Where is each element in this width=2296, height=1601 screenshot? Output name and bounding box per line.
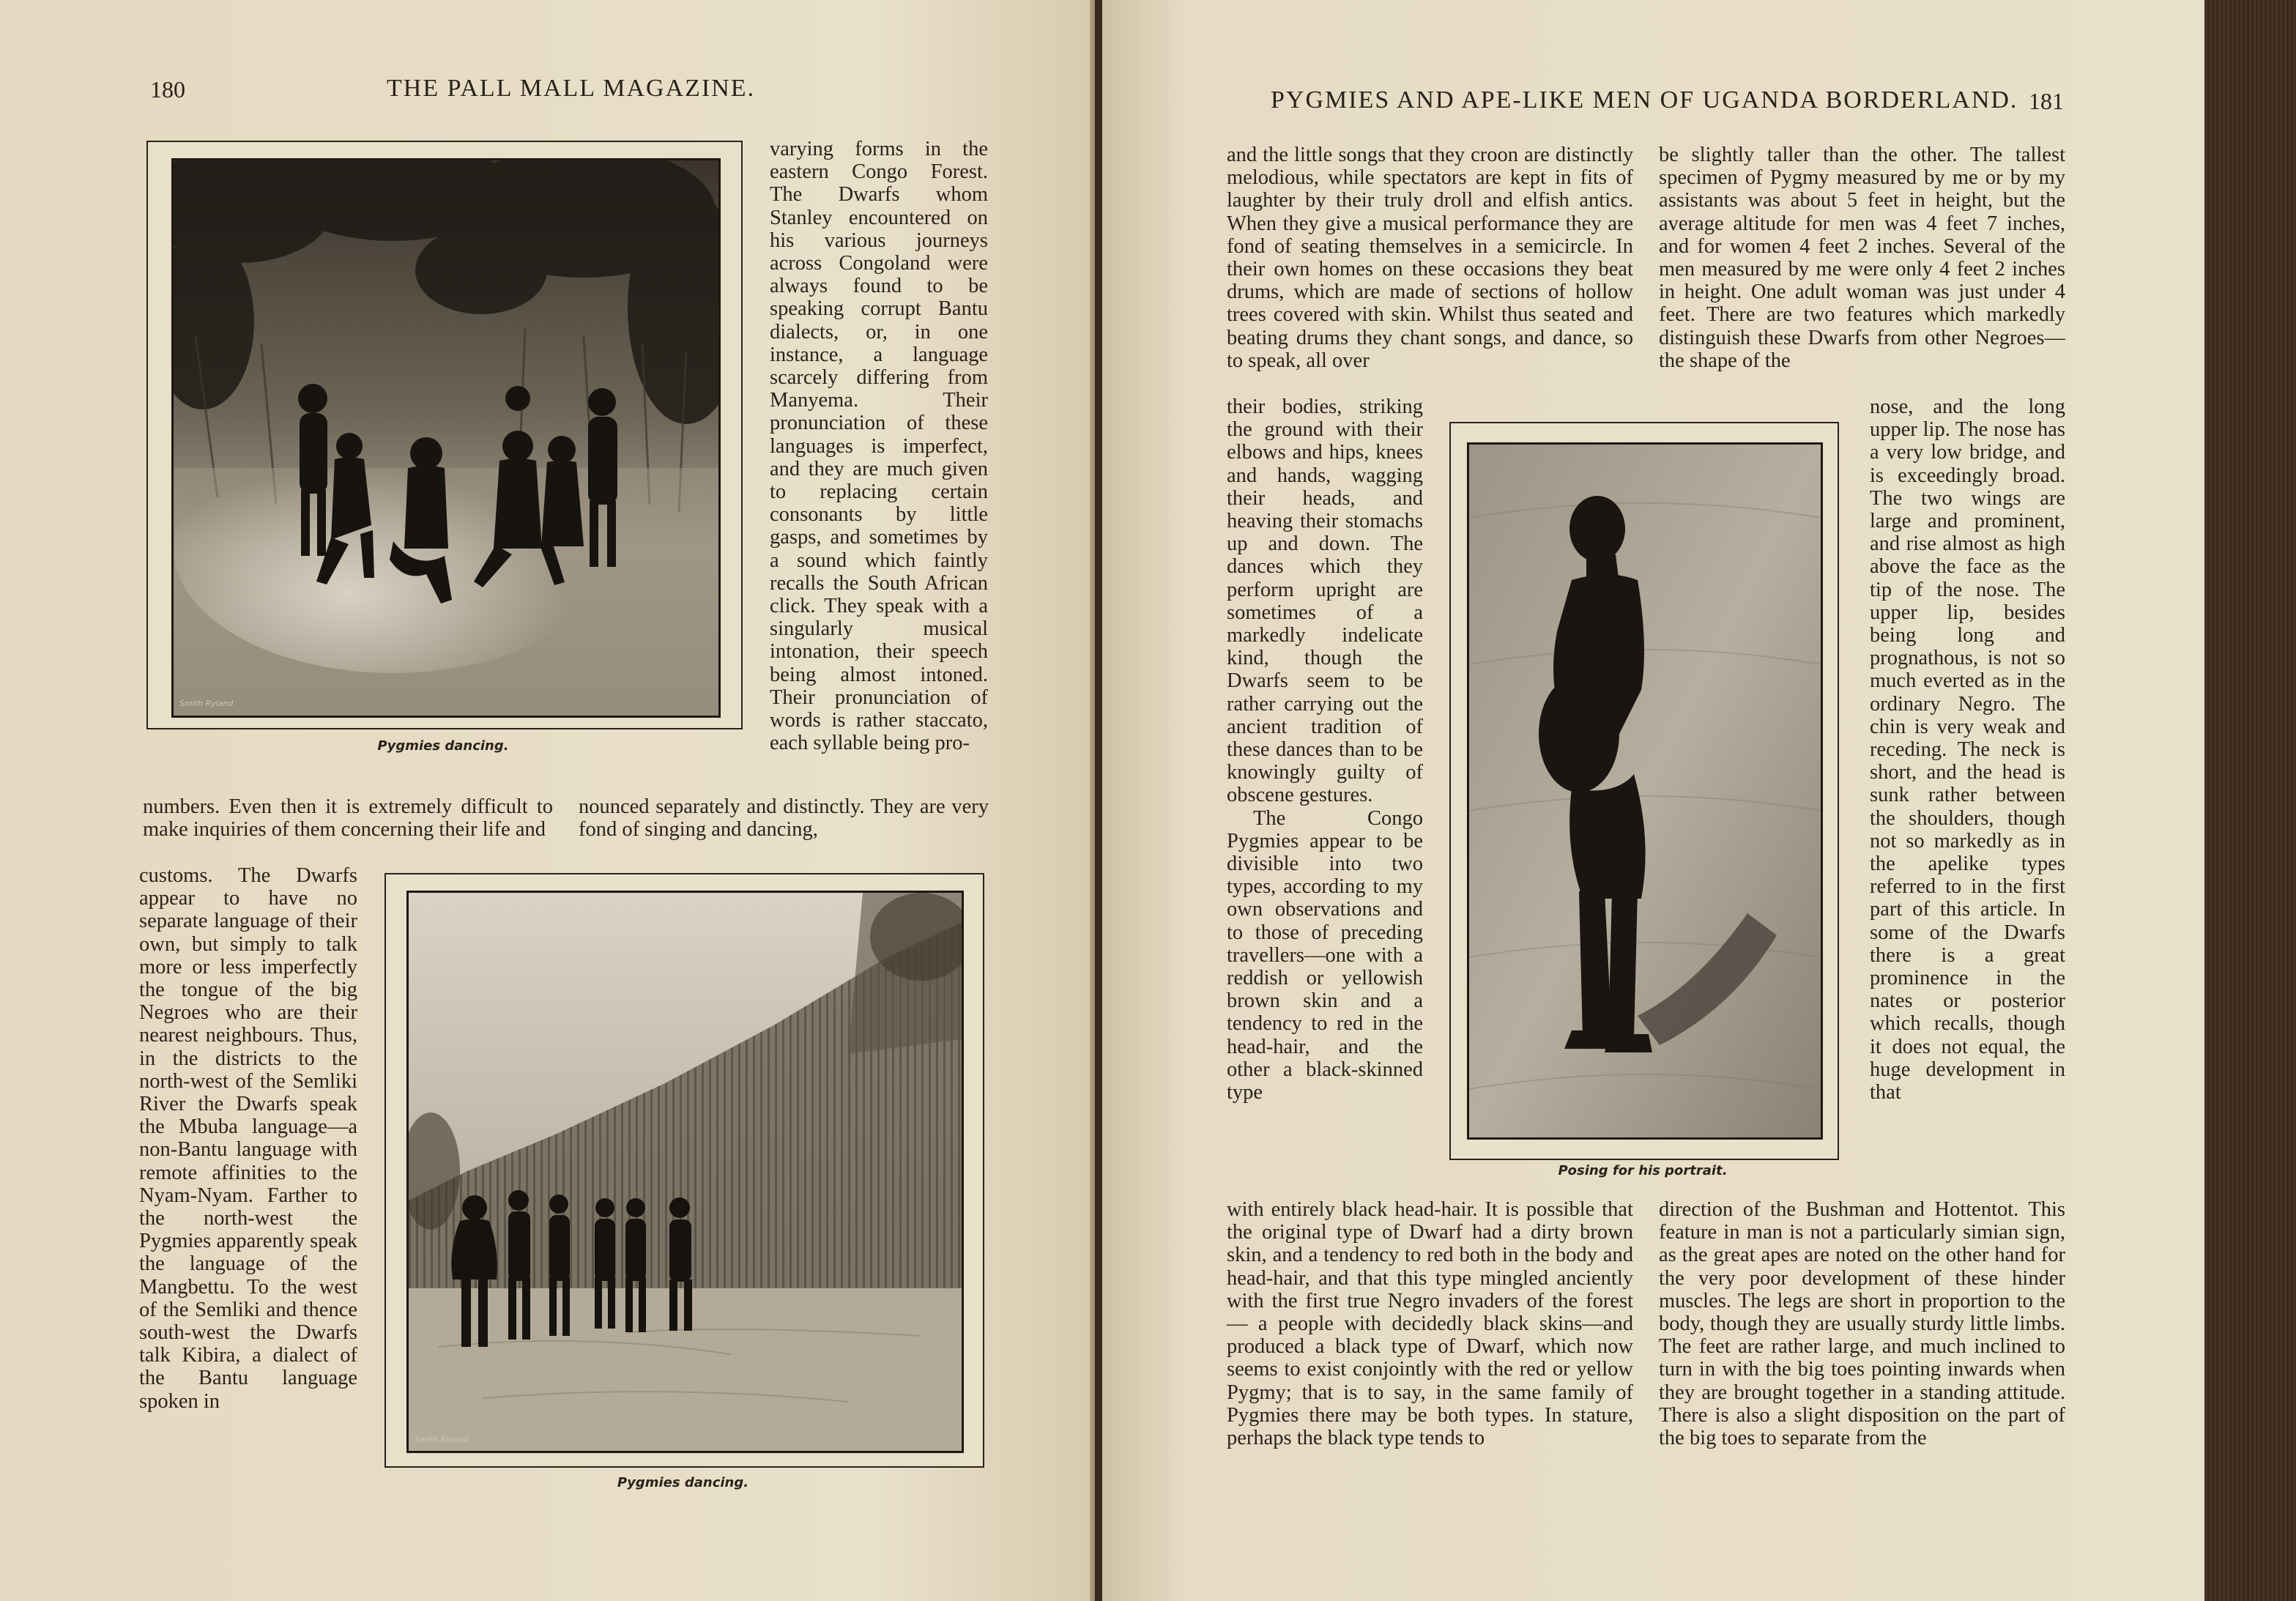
text-column-top-right — [770, 138, 988, 754]
paragraph: numbers. Even then it is extremely difficult to make inquiries of them concerning their life and — [143, 795, 553, 842]
paragraph: nose, and the long upper lip. The nose has a very low bridge, and is exceedingly broad. The two wings are large and prominent, and rise almost as high above the face as the tip of the nose. The upper lip, besides being long and prognathous, is not so much everted as in the ordinary Negro. The chin is very weak and receding. The neck is short, and the head is sunk rather between the shoulders, though not so markedly as in the apelike types referred to in the first part of this article. In some of the Dwarfs there is a great prominence in the nates or posterior which recalls, though it does not equal, the huge development in that — [1870, 395, 2065, 1104]
paragraph: varying forms in the eastern Congo Forest. The Dwarfs whom Stanley encountered on his various journeys across Congoland were always found to be speaking corrupt Bantu dialects, or, in one instance, a language scarcely differing from Manyema. Their pronunciation of these languages is imperfect, and they are much given to replacing certain consonants by little gasps, and sometimes by a sound which faintly recalls the South African click. They speak with a singularly musical intonation, their speech being almost intoned. Their pronunciation of words is rather staccato, each syllable being pro- — [770, 138, 988, 755]
paragraph: The Congo Pygmies appear to be divisible into two types, according to my own observations and to those of preceding travellers—one with a reddish or yellowish brown skin and a tendency to red in the head-hair, and the other a black-skinned type — [1227, 806, 1423, 1104]
figure-pygmies-dancing-2 — [384, 873, 984, 1468]
paragraph: be slightly taller than the other. The tallest specimen of Pygmy measured by me or by my assistants was about 5 feet in height, but the average altitude for men was 4 feet 7 inches, and for women 4 feet 2 inches. Several of the men measured by me were only 4 feet 2 inches in height. One adult woman was just under 4 feet. There are two features which markedly distinguish these Dwarfs from other Negroes—the shape of the — [1659, 144, 2065, 372]
caption-figure-2: Pygmies dancing. — [617, 1475, 749, 1490]
caption-figure-3: Posing for his portrait. — [1558, 1163, 1728, 1178]
paragraph: customs. The Dwarfs appear to have no separate language of their own, but simply to talk more or less imperfectly the tongue of the big Negroes who are their nearest neighbours. Thus, in the districts to the north-west of the Semliki River the Dwarfs speak the Mbuba language—a non-Bantu language with remote affinities to the Nyam-Nyam. Farther to the north-west the Pygmies apparently speak the language of the Mangbettu. To the west of the Semliki and thence south-west the Dwarfs talk Kibira, a dialect of the Bantu language spoken in — [139, 864, 357, 1413]
paragraph: nounced separately and distinctly. They are very fond of singing and dancing, — [579, 795, 989, 842]
photo-pygmy-portrait — [1467, 442, 1823, 1140]
running-head-right: PYGMIES AND APE-LIKE MEN OF UGANDA BORDERLAND. — [1271, 86, 2018, 114]
caption-figure-1: Pygmies dancing. — [377, 738, 509, 754]
book-page-edges — [2204, 0, 2296, 1601]
photo-standing-pygmy — [1469, 445, 1821, 1137]
running-head-left: THE PALL MALL MAGAZINE. — [387, 75, 756, 102]
page-number-right: 181 — [2029, 88, 2064, 114]
text-col1-narrow — [1227, 395, 1423, 1104]
text-col2-top — [1659, 144, 2065, 372]
photo-pygmies-dancing-2 — [406, 891, 964, 1453]
text-col2-bottom — [1659, 1198, 2065, 1449]
paragraph: with entirely black head-hair. It is possible that the original type of Dwarf had a dirty brown skin, and a tendency to red both in the body and head-hair, and that this type mingled anciently with the first true Negro invaders of the forest — a people with decidedly black skins—and produced a black type of Dwarf, which now seems to exist conjointly with the red or yellow Pygmy; that is to say, in the same family of Pygmies there may be both types. In stature, perhaps the black type tends to — [1227, 1198, 1633, 1450]
text-wide-right — [579, 795, 989, 841]
text-column-bottom-left — [139, 864, 357, 1413]
paragraph: and the little songs that they croon are distinctly melodious, while spectators are kept in fits of laughter by their truly droll and elfish antics. When they give a musical performance they are fond of seating themselves in a semicircle. In their own homes on these occasions they beat drums, which are made of sections of hollow trees covered with skin. Whilst thus seated and beating drums they chant songs, and dance, so to speak, all over — [1227, 144, 1633, 372]
paragraph: their bodies, striking the ground with their elbows and hips, knees and hands, wagging their heads, and heaving their stomachs up and down. The dances which they perform upright are sometimes of a markedly indelicate kind, though the Dwarfs seem to be rather carrying out the ancient tradition of these dances than to be knowingly guilty of obscene gestures. — [1227, 395, 1423, 807]
engraver-signature-2: Smith Ryland — [415, 1435, 469, 1444]
engraver-signature-1: Smith Ryland — [179, 699, 234, 708]
left-page — [0, 0, 1095, 1601]
right-page — [1102, 0, 2204, 1601]
figure-posing-for-portrait — [1449, 422, 1839, 1160]
engraving-dancers-stockade — [409, 893, 962, 1451]
text-col2-narrow — [1870, 395, 2065, 1104]
engraving-dancers-forest — [174, 160, 718, 716]
paragraph: direction of the Bushman and Hottentot. This feature in man is not a particularly simian sign, as the great apes are noted on the other hand for the very poor development of these hinder muscles. The legs are short in proportion to the body, though they are usually sturdy little limbs. The feet are rather large, and much inclined to turn in with the big toes pointing inwards when they are brought together in a standing attitude. There is also a slight disposition on the part of the big toes to separate from the — [1659, 1198, 2065, 1450]
page-number-left: 180 — [150, 76, 185, 103]
text-col1-bottom — [1227, 1198, 1633, 1449]
text-col1-top — [1227, 144, 1633, 372]
photo-pygmies-dancing-1 — [171, 158, 721, 718]
figure-pygmies-dancing-1 — [146, 141, 743, 729]
text-wide-left — [143, 795, 553, 841]
